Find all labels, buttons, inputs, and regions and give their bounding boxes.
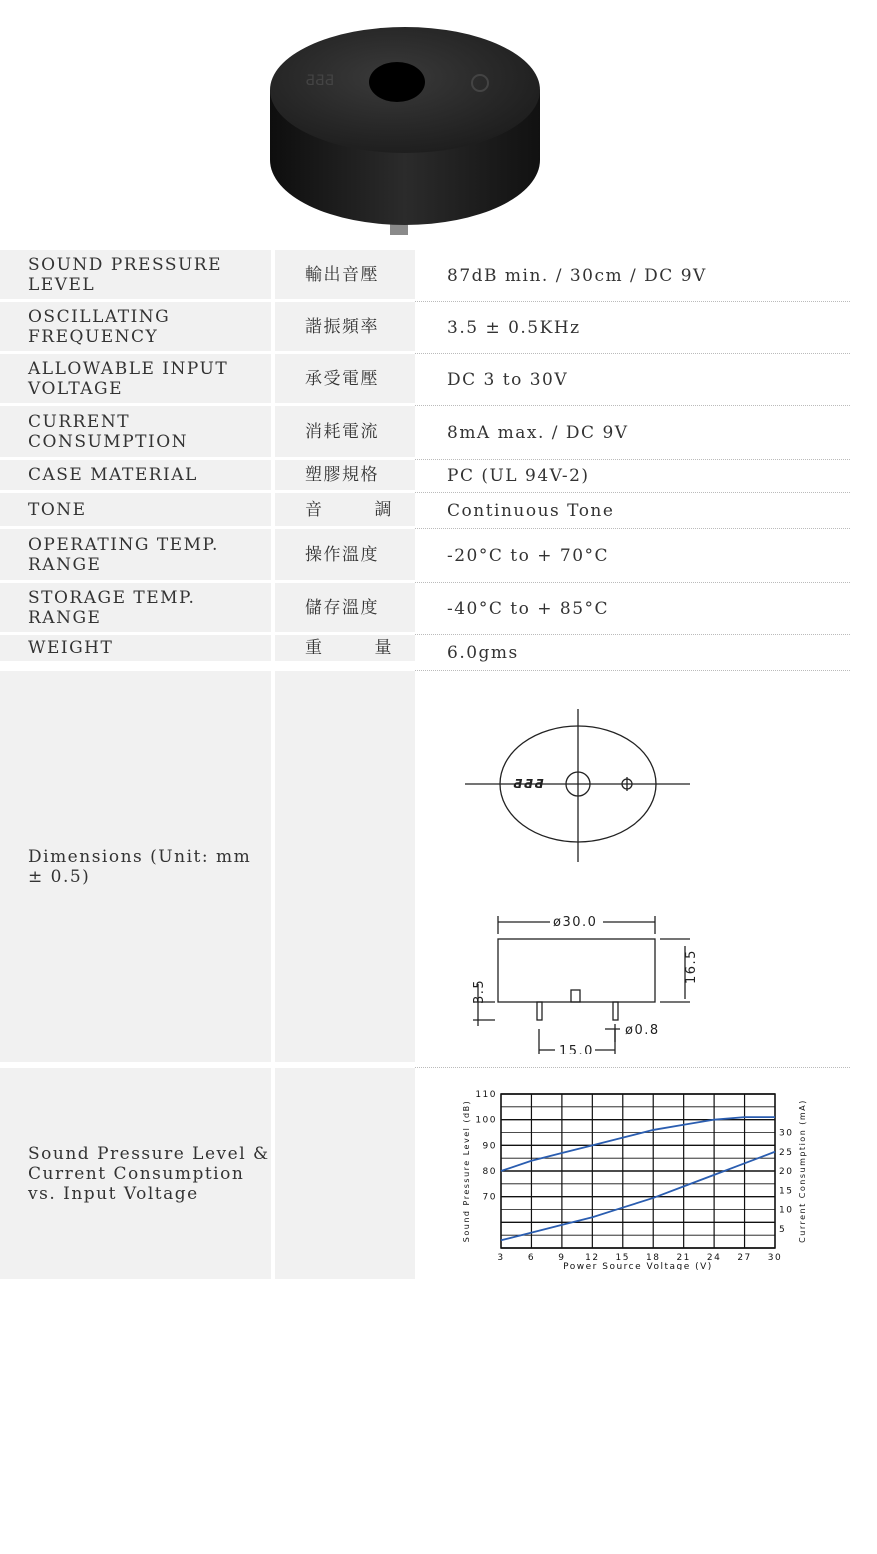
row-label: TONE [0,493,275,529]
row-value: -20°C to + 70°C [415,529,850,583]
dim-pitch: 15.0 [559,1044,594,1054]
series-line-1 [501,1117,775,1171]
row-value: PC (UL 94V-2) [415,460,850,493]
y2-tick-label: 15 [779,1186,794,1197]
row-label-zh: 音 調 [275,493,415,529]
table-row [0,302,850,354]
y2-axis-label: Current Consumption (mA) [798,1099,807,1243]
row-value: 87dB min. / 30cm / DC 9V [415,250,850,302]
row-label-zh: 諧振頻率 [275,302,415,354]
table-row [0,406,850,460]
table-row [0,635,850,671]
row-value: DC 3 to 30V [415,354,850,406]
x-tick-label: 3 [497,1253,505,1263]
y2-tick-label: 30 [779,1128,794,1139]
row-value: Continuous Tone [415,493,850,529]
x-tick-label: 24 [706,1253,722,1263]
row-label: Dimensions (Unit: mm ± 0.5) [0,671,275,1068]
table-row [0,583,850,635]
table-row [0,250,850,302]
performance-chart [415,1068,850,1282]
x-tick-label: 15 [615,1253,631,1263]
svg-text:ƋƋƋ: ƋƋƋ [513,777,545,791]
x-tick-label: 30 [767,1253,783,1263]
row-value: 8mA max. / DC 9V [415,406,850,460]
table-row [0,460,850,493]
y2-tick-label: 5 [779,1224,787,1235]
y-tick-label: 70 [482,1192,497,1203]
table-row [0,493,850,529]
row-label: CURRENT CONSUMPTION [0,406,275,460]
y-tick-label: 110 [475,1090,497,1100]
row-label-zh: 承受電壓 [275,354,415,406]
x-tick-label: 12 [585,1253,600,1263]
table-row [0,671,850,1068]
y-tick-label: 80 [482,1167,497,1177]
table-row [0,1068,850,1282]
row-label-zh: 重 量 [275,635,415,671]
x-tick-label: 21 [676,1253,691,1263]
dim-height: 16.5 [684,949,699,984]
product-photo [255,10,555,245]
row-label-zh: 儲存溫度 [275,583,415,635]
row-label: OPERATING TEMP. RANGE [0,529,275,583]
row-label-zh: 塑膠規格 [275,460,415,493]
row-label-zh: 操作溫度 [275,529,415,583]
row-label: OSCILLATING FREQUENCY [0,302,275,354]
y2-tick-label: 10 [779,1205,794,1216]
dim-diameter: ø30.0 [553,915,598,930]
y2-tick-label: 20 [779,1167,794,1177]
y-axis-label: Sound Pressure Level (dB) [462,1099,471,1243]
chart-svg [445,1080,825,1270]
y2-tick-label: 25 [779,1147,794,1158]
x-tick-label: 9 [558,1253,566,1263]
dimensions-drawing [415,671,850,1068]
row-label: ALLOWABLE INPUT VOLTAGE [0,354,275,406]
row-label: WEIGHT [0,635,275,671]
row-value: 6.0gms [415,635,850,671]
row-value: 3.5 ± 0.5KHz [415,302,850,354]
svg-text:ƋƋƋ: ƋƋƋ [305,73,334,89]
x-axis-label: Power Source Voltage (V) [563,1262,713,1270]
row-label: Sound Pressure Level & Current Consumption vs. Input Voltage [0,1068,275,1282]
dim-pin-length: 3.5 [472,978,487,1004]
row-label: STORAGE TEMP. RANGE [0,583,275,635]
table-row [0,529,850,583]
y-tick-label: 100 [475,1115,497,1126]
row-label: SOUND PRESSURE LEVEL [0,250,275,302]
dim-pin-diameter: ø0.8 [625,1023,660,1038]
row-label-zh: 輸出音壓 [275,250,415,302]
x-tick-label: 27 [737,1253,752,1263]
spec-table [0,250,850,1282]
table-row [0,354,850,406]
row-value: -40°C to + 85°C [415,583,850,635]
x-tick-label: 18 [645,1253,661,1263]
x-tick-label: 6 [527,1253,536,1263]
y-tick-label: 90 [482,1141,497,1152]
row-label: CASE MATERIAL [0,460,275,493]
row-label-zh: 消耗電流 [275,406,415,460]
